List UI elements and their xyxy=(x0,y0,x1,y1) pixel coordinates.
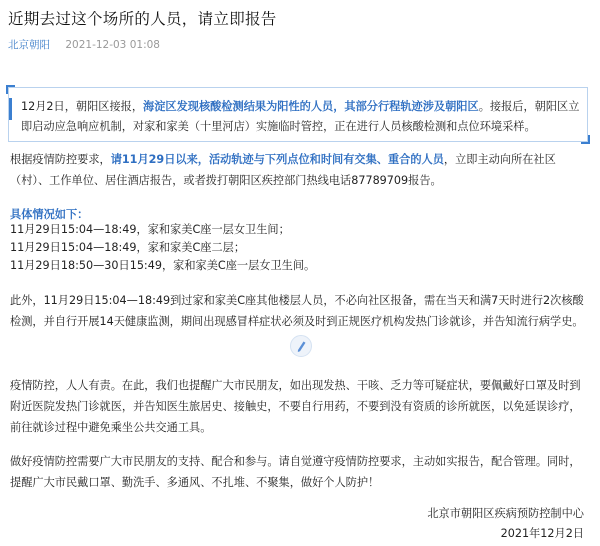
others-paragraph: 此外，11月29日15:04—18:49到过家和家美C座其他楼层人员，不必向社区报备，需在当天和满7天时进行2次核酸检测，并自行开展14天健康监测，期间出现感冒样症状必须及时到正规医疗机构发热门诊就诊，并告知流行病学史。 xyxy=(10,294,584,328)
request-highlight: 请11月29日以来，活动轨迹与下列点位和时间有交集、重合的人员 xyxy=(110,153,444,166)
pen-icon xyxy=(290,335,312,357)
notice-corner-top-left xyxy=(6,85,15,94)
article-meta xyxy=(8,37,160,52)
article-title: 近期去过这个场所的人员，请立即报告 xyxy=(8,10,277,28)
detail-item: 11月29日18:50—30日15:49，家和家美C座一层女卫生间。 xyxy=(10,259,316,272)
source-link[interactable]: 北京朝阳 xyxy=(8,39,50,51)
detail-item: 11月29日15:04—18:49，家和家美C座一层女卫生间； xyxy=(10,223,290,236)
notice-highlight: 海淀区发现核酸检测结果为阳性的人员，其部分行程轨迹涉及朝阳区 xyxy=(143,100,479,113)
closing-paragraph: 做好疫情防控需要广大市民朋友的支持、配合和参与。请自觉遵守疫情防控要求，主动如实报告，配合管理。同时，提醒广大市民戴口罩、勤洗手、多通风、不扎堆、不聚集，做好个人防护！ xyxy=(10,455,581,489)
publish-time: 2021-12-03 01:08 xyxy=(65,39,160,51)
notice-text-part2: 。接报后，朝阳区立即启动应急响应机制，对家和家美（十里河店）实施临时管控，正在进行人员核酸检测和点位环境采样。 xyxy=(21,100,580,133)
notice-box xyxy=(8,87,588,142)
request-paragraph xyxy=(10,149,588,191)
signature-date: 2021年12月2日 xyxy=(500,527,584,540)
signature-org: 北京市朝阳区疾病预防控制中心 xyxy=(427,507,584,520)
notice-text xyxy=(21,97,583,137)
request-part1: 根据疫情防控要求， xyxy=(10,153,111,166)
request-part2: ，立即主动向所在社区（村）、工作单位、居住酒店报告，或者拨打朝阳区疾控部门热线电话87789709报告。 xyxy=(10,153,556,187)
detail-item: 11月29日15:04—18:49，家和家美C座二层； xyxy=(10,241,246,254)
details-heading: 具体情况如下： xyxy=(10,208,89,221)
notice-text-part1: 12月2日，朝阳区接报， xyxy=(21,100,144,113)
notice-accent-bar xyxy=(9,98,12,120)
advice-paragraph: 疫情防控，人人有责。在此，我们也提醒广大市民朋友，如出现发热、干咳、乏力等可疑症状，要佩戴好口罩及时到附近医院发热门诊就医，并告知医生旅居史、接触史，不要自行用药，不要到没有资质的诊所就医，以免延误诊疗，前往就诊过程中避免乘坐公共交通工具。 xyxy=(10,379,581,434)
